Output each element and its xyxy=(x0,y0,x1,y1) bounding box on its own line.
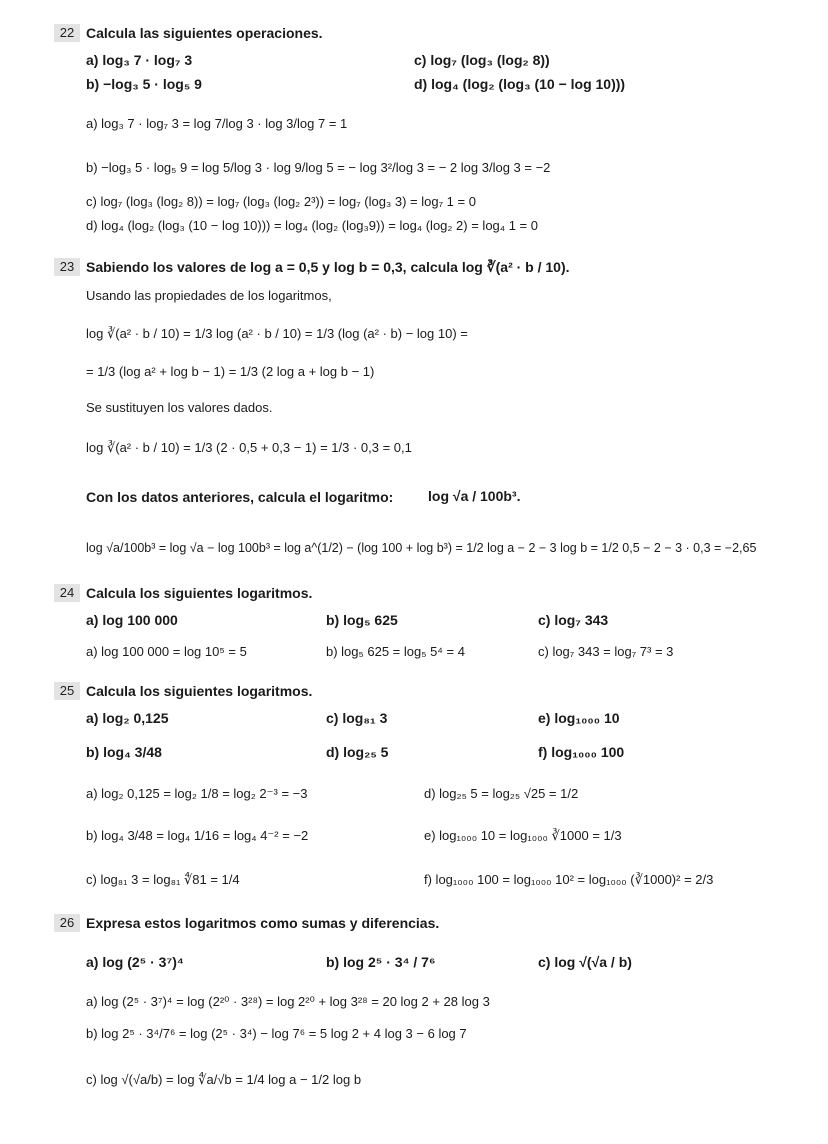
exercise-item: a) log 100 000 xyxy=(86,612,178,628)
exercise-number: 25 xyxy=(54,682,80,700)
exercise-number: 23 xyxy=(54,258,80,276)
solution-line: b) log₅ 625 = log₅ 5⁴ = 4 xyxy=(326,644,465,659)
solution-line: = 1/3 (log a² + log b − 1) = 1/3 (2 log a + log b − 1) xyxy=(86,364,375,379)
solution-line: d) log₂₅ 5 = log₂₅ √25 = 1/2 xyxy=(424,786,579,801)
solution-line: a) log₃ 7 · log₇ 3 = log 7/log 3 · log 3/log 7 = 1 xyxy=(86,116,348,131)
exercise-item: a) log₂ 0,125 xyxy=(86,710,169,726)
solution-line: a) log 100 000 = log 10⁵ = 5 xyxy=(86,644,247,659)
exercise-item: e) log₁₀₀₀ 10 xyxy=(538,710,620,726)
exercise-heading: Calcula los siguientes logaritmos. xyxy=(86,585,313,601)
exercise-item: c) log₈₁ 3 xyxy=(326,710,388,726)
text-line: Usando las propiedades de los logaritmos, xyxy=(86,288,332,303)
exercise-item: a) log₃ 7 · log₇ 3 xyxy=(86,52,193,68)
exercise-heading: Calcula los siguientes logaritmos. xyxy=(86,683,313,699)
exercise-item: b) log₅ 625 xyxy=(326,612,398,628)
solution-line: b) log₄ 3/48 = log₄ 1/16 = log₄ 4⁻² = −2 xyxy=(86,828,309,843)
exercise-item: c) log √(√a / b) xyxy=(538,954,632,970)
text-line: Se sustituyen los valores dados. xyxy=(86,400,273,415)
solution-line: c) log₇ (log₃ (log₂ 8)) = log₇ (log₃ (log₂ 2³)) = log₇ (log₃ 3) = log₇ 1 = 0 xyxy=(86,194,476,209)
sub-expression: log √a / 100b³. xyxy=(428,488,521,504)
solution-line: f) log₁₀₀₀ 100 = log₁₀₀₀ 10² = log₁₀₀₀ (∛1000)² = 2/3 xyxy=(424,872,714,887)
solution-line: log √a/100b³ = log √a − log 100b³ = log a^(1/2) − (log 100 + log b³) = 1/2 log a − 2 − 3 log b = 1/2 0,5 − 2 − 3 · 0,3 = −2,65 xyxy=(86,541,757,555)
exercise-item: a) log (2⁵ · 3⁷)⁴ xyxy=(86,954,184,970)
solution-line: b) −log₃ 5 · log₅ 9 = log 5/log 3 · log 9/log 5 = − log 3²/log 3 = − 2 log 3/log 3 = −2 xyxy=(86,160,551,175)
solution-line: e) log₁₀₀₀ 10 = log₁₀₀₀ ∛1000 = 1/3 xyxy=(424,828,622,843)
solution-line: log ∛(a² · b / 10) = 1/3 log (a² · b / 10) = 1/3 (log (a² · b) − log 10) = xyxy=(86,326,468,341)
solution-line: c) log₈₁ 3 = log₈₁ ∜81 = 1/4 xyxy=(86,872,240,887)
solution-line: a) log (2⁵ · 3⁷)⁴ = log (2²⁰ · 3²⁸) = log 2²⁰ + log 3²⁸ = 20 log 2 + 28 log 3 xyxy=(86,994,490,1009)
solution-line: c) log √(√a/b) = log ∜a/√b = 1/4 log a − 1/2 log b xyxy=(86,1072,362,1087)
solution-line: b) log 2⁵ · 3⁴/7⁶ = log (2⁵ · 3⁴) − log 7⁶ = 5 log 2 + 4 log 3 − 6 log 7 xyxy=(86,1026,467,1041)
solution-line: d) log₄ (log₂ (log₃ (10 − log 10))) = log₄ (log₂ (log₃9)) = log₄ (log₂ 2) = log₄ 1 = 0 xyxy=(86,218,538,233)
exercise-item: d) log₂₅ 5 xyxy=(326,744,389,760)
exercise-item: b) −log₃ 5 · log₅ 9 xyxy=(86,76,202,92)
exercise-number: 22 xyxy=(54,24,80,42)
exercise-item: d) log₄ (log₂ (log₃ (10 − log 10))) xyxy=(414,76,626,92)
exercise-heading: Sabiendo los valores de log a = 0,5 y log b = 0,3, calcula log ∛(a² · b / 10). xyxy=(86,259,570,275)
exercise-heading: Calcula las siguientes operaciones. xyxy=(86,25,323,41)
exercise-item: b) log₄ 3/48 xyxy=(86,744,162,760)
solution-line: a) log₂ 0,125 = log₂ 1/8 = log₂ 2⁻³ = −3 xyxy=(86,786,308,801)
exercise-number: 26 xyxy=(54,914,80,932)
solution-line: log ∛(a² · b / 10) = 1/3 (2 · 0,5 + 0,3 − 1) = 1/3 · 0,3 = 0,1 xyxy=(86,440,412,455)
exercise-heading: Expresa estos logaritmos como sumas y diferencias. xyxy=(86,915,440,931)
exercise-number: 24 xyxy=(54,584,80,602)
solution-line: c) log₇ 343 = log₇ 7³ = 3 xyxy=(538,644,674,659)
exercise-item: c) log₇ (log₃ (log₂ 8)) xyxy=(414,52,550,68)
exercise-item: f) log₁₀₀₀ 100 xyxy=(538,744,625,760)
exercise-item: b) log 2⁵ · 3⁴ / 7⁶ xyxy=(326,954,436,970)
exercise-item: c) log₇ 343 xyxy=(538,612,609,628)
sub-heading: Con los datos anteriores, calcula el logaritmo: xyxy=(86,489,394,505)
